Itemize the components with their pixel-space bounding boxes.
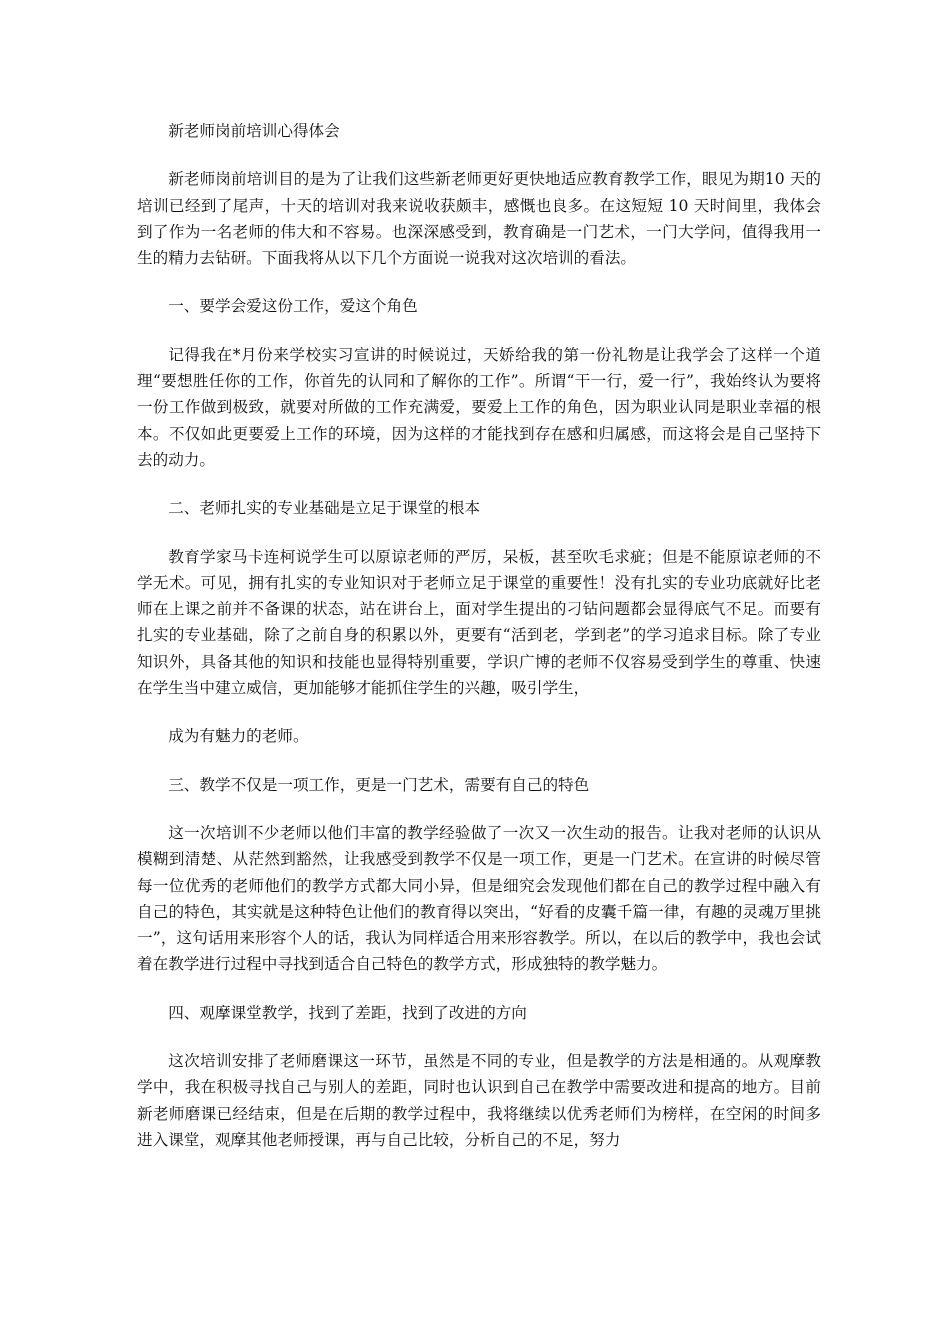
section-2-heading: 二、老师扎实的专业基础是立足于课堂的根本 xyxy=(168,499,481,518)
section-4-heading: 四、观摩课堂教学，找到了差距，找到了改进的方向 xyxy=(168,1003,527,1022)
section-2-paragraph: 教育学家马卡连柯说学生可以原谅老师的严厉，呆板，甚至吹毛求疵；但是不能原谅老师的不学无术。可见，拥有扎实的专业知识对于老师立足于课堂的重要性！没有扎实的专业功底就好比老师在上课之前并不备课的状态，站在讲台上，面对学生提出的刁钻问题都会显得底气不足。而要有扎实的专业基础，除了之前自身的积累以外，更要有“活到老，学到老”的学习追求目标。除了专业知识外，具备其他的知识和技能也显得特别重要，学识广博的老师不仅容易受到学生的尊重、快速在学生当中建立威信，更加能够才能抓住学生的兴趣，吸引学生， xyxy=(137,547,821,698)
section-2-paragraph-continued: 成为有魅力的老师。 xyxy=(168,727,309,746)
section-1-heading: 一、要学会爱这份工作，爱这个角色 xyxy=(168,297,418,316)
section-1-paragraph: 记得我在*月份来学校实习宣讲的时候说过，天娇给我的第一份礼物是让我学会了这样一个道理“要想胜任你的工作，你首先的认同和了解你的工作”。所谓“干一行，爱一行”，我始终认为要将一份工作做到极致，就要对所做的工作充满爱，要爱上工作的角色，因为职业认同是职业幸福的根本。不仅如此更要爱上工作的环境，因为这样的才能找到存在感和归属感，而这将会是自己坚持下去的动力。 xyxy=(137,345,821,469)
document-title: 新老师岗前培训心得体会 xyxy=(168,122,340,140)
document-page xyxy=(137,118,821,1175)
section-3-heading: 三、教学不仅是一项工作，更是一门艺术，需要有自己的特色 xyxy=(168,775,590,794)
section-3-paragraph: 这一次培训不少老师以他们丰富的教学经验做了一次又一次生动的报告。让我对老师的认识从模糊到清楚、从茫然到豁然，让我感受到教学不仅是一项工作，更是一门艺术。在宣讲的时候尽管每一位优秀的老师他们的教学方式都大同小异，但是细究会发现他们都在自己的教学过程中融入有自己的特色，其实就是这种特色让他们的教育得以突出，“好看的皮囊千篇一律，有趣的灵魂万里挑一”，这句话用来形容个人的话，我认为同样适合用来形容教学。所以，在以后的教学中，我也会试着在教学进行过程中寻找到适合自己特色的教学方式，形成独特的教学魅力。 xyxy=(137,823,821,974)
section-4-paragraph: 这次培训安排了老师磨课这一环节，虽然是不同的专业，但是教学的方法是相通的。从观摩教学中，我在积极寻找自己与别人的差距，同时也认识到自己在教学中需要改进和提高的地方。目前新老师磨课已经结束，但是在后期的教学过程中，我将继续以优秀老师们为榜样，在空闲的时间多进入课堂，观摩其他老师授课，再与自己比较，分析自己的不足，努力 xyxy=(137,1052,821,1149)
intro-paragraph: 新老师岗前培训目的是为了让我们这些新老师更好更快地适应教育教学工作，眼见为期10 天的培训已经到了尾声，十天的培训对我来说收获颇丰，感慨也良多。在这短短 10 天时间里，我体会到了作为一名老师的伟大和不容易。也深深感受到，教育确是一门艺术，一门大学问，值得我用一生的精力去钻研。下面我将从以下几个方面说一说我对这次培训的看法。 xyxy=(137,170,821,268)
